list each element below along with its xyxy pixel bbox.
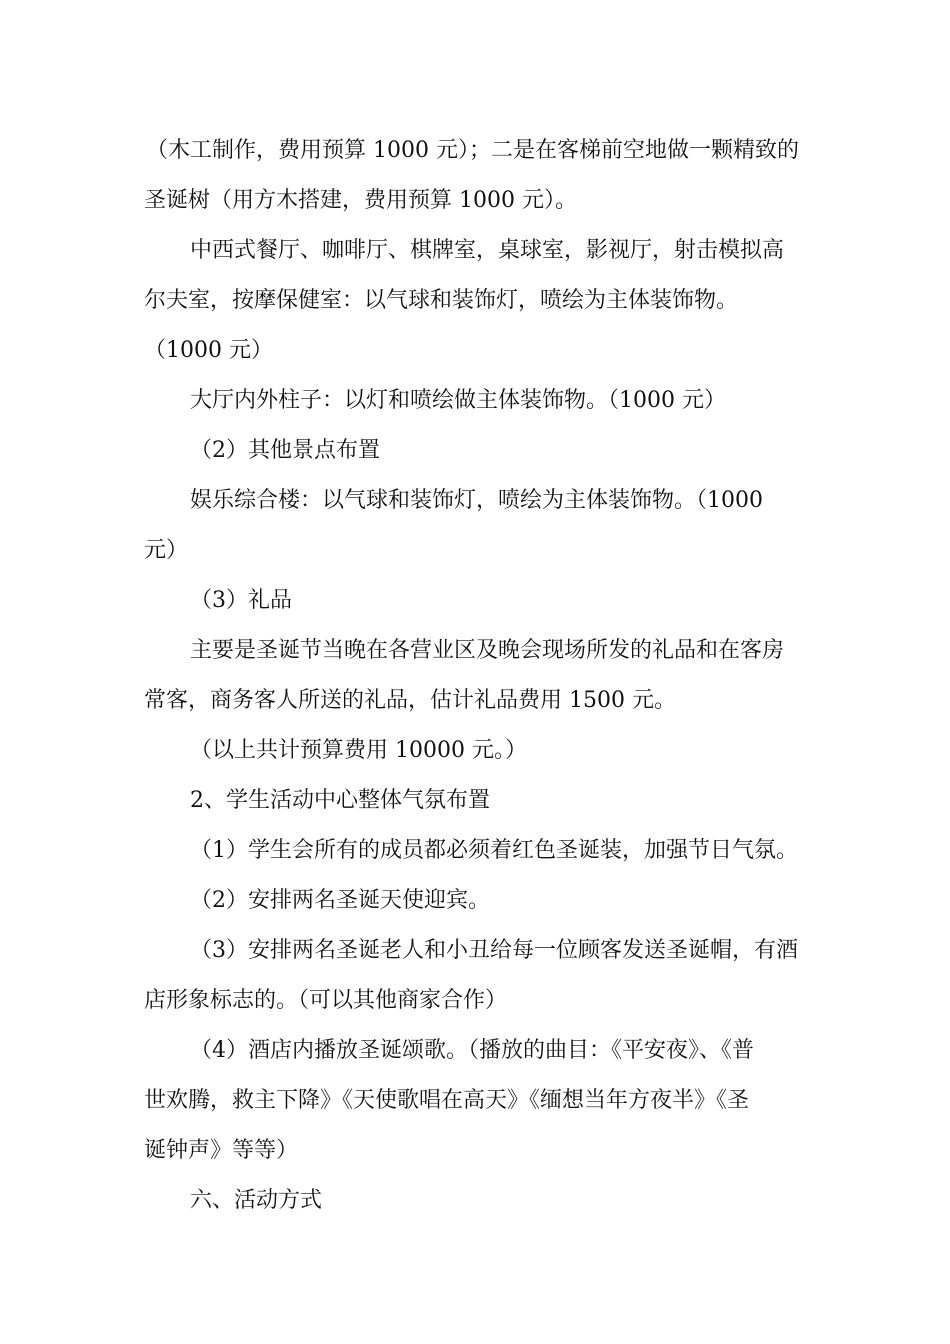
- text-line: （木工制作，费用预算 1000 元）；二是在客梯前空地做一颗精致的: [146, 138, 799, 163]
- text-line: 元）: [144, 538, 189, 563]
- text-line: （1000 元）: [144, 338, 273, 363]
- text-line: （3）礼品: [190, 588, 292, 613]
- text-line: 娱乐综合楼：以气球和装饰灯，喷绘为主体装饰物。（1000: [190, 488, 763, 513]
- text-line: 诞钟声》等等）: [144, 1138, 299, 1163]
- text-line: 主要是圣诞节当晚在各营业区及晚会现场所发的礼品和在客房: [190, 638, 785, 663]
- text-line: 常客，商务客人所送的礼品，估计礼品费用 1500 元。: [144, 688, 676, 713]
- text-line: 圣诞树（用方木搭建，费用预算 1000 元）。: [144, 188, 577, 213]
- text-line: （以上共计预算费用 10000 元。）: [190, 738, 527, 763]
- text-line: 店形象标志的。（可以其他商家合作）: [144, 988, 508, 1013]
- text-line: 中西式餐厅、咖啡厅、棋牌室，桌球室，影视厅，射击模拟高: [190, 238, 785, 263]
- text-line: （3）安排两名圣诞老人和小丑给每一位顾客发送圣诞帽，有酒: [190, 938, 798, 963]
- text-line: 大厅内外柱子：以灯和喷绘做主体装饰物。（1000 元）: [190, 388, 726, 413]
- text-line: （4）酒店内播放圣诞颂歌。（播放的曲目：《平安夜》、《普: [190, 1038, 754, 1063]
- text-line: （2）安排两名圣诞天使迎宾。: [190, 888, 490, 913]
- text-line: （1）学生会所有的成员都必须着红色圣诞装，加强节日气氛。: [190, 838, 798, 863]
- text-line: 尔夫室，按摩保健室：以气球和装饰灯，喷绘为主体装饰物。: [144, 288, 739, 313]
- text-line: （2）其他景点布置: [190, 438, 380, 463]
- section-heading: 六、活动方式: [190, 1188, 323, 1213]
- text-line: 世欢腾，救主下降》《天使歌唱在高天》《缅想当年方夜半》《圣: [144, 1088, 750, 1113]
- text-line: 2、学生活动中心整体气氛布置: [190, 788, 490, 813]
